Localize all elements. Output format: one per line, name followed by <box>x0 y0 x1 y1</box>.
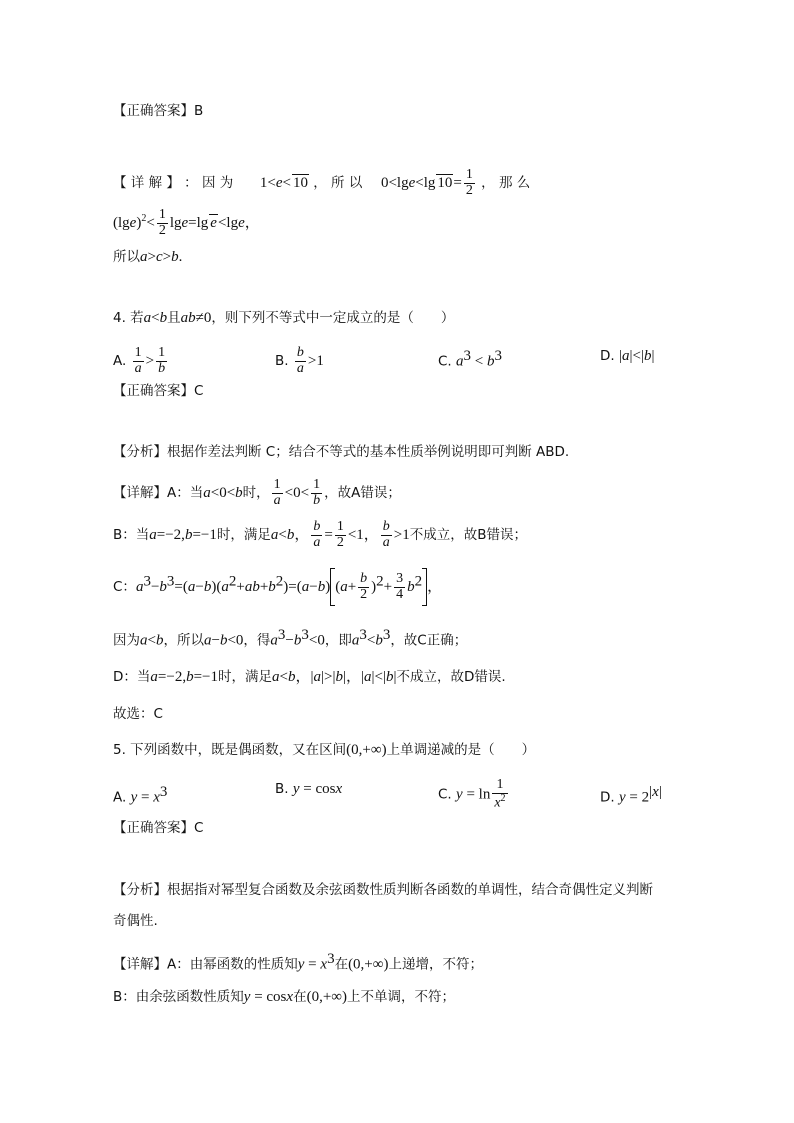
q5-option-d: D. $y = 2^{|x|}$ <box>600 784 662 806</box>
q3-ineq-2: 0<lge<lg 10= <box>380 175 462 192</box>
q3-half: $\frac{1}{2}$ <box>465 167 473 198</box>
q3-conclusion: 所以a>c>b. <box>113 249 183 265</box>
q4-detail-c2: 因为a<b，所以a−b<0，得$a^3-b^3<0$，即$a^3<b^3$，故C正确； <box>113 627 468 649</box>
q3-ineq-1: 1<e< 10 <box>259 175 308 192</box>
q3-so: ， 所 以 <box>313 175 363 192</box>
q5-option-b: B. y = cosx <box>275 781 343 797</box>
q5-detail-a: 【详解】A：由幂函数的性质知$y = x^3$在(0,+∞)上递增，不符； <box>113 951 483 973</box>
q4-stem: 4. 若a<b且ab≠0，则下列不等式中一定成立的是（ ） <box>113 310 455 326</box>
q4-detail-d: D：当a=−2,b=−1时，满足a<b，|a|>|b|，|a|<|b|不成立，故D错误. <box>113 669 506 685</box>
q3-detail-label: 【 详 解 】 ： 因 为 <box>113 175 234 192</box>
q5-detail-b: B：由余弦函数性质知y = cosx在(0,+∞)上不单调，不符； <box>113 989 455 1005</box>
q3-then: ， 那 么 <box>481 175 531 192</box>
q4-option-d: D. |a|<|b| <box>600 348 655 364</box>
q5-analysis-line1: 【分析】根据指对幂型复合函数及余弦函数性质判断各函数的单调性，结合奇偶性定义判断 <box>113 882 653 898</box>
q4-answer: 【正确答案】C <box>113 383 204 399</box>
q5-stem: 5. 下列函数中，既是偶函数，又在区间(0,+∞)上单调递减的是（ ） <box>113 742 536 758</box>
q4-detail-c: C：$a^3-b^3=(a-b)(a^2+ab+b^2)=(a-b)$ (a+ $\frac{b}{2}$ )$^2$+ $\frac{3}{4}$ $b^2$ ， <box>113 568 442 606</box>
q3-detail-line2: $(\lg e)^2<$ $\frac{1}{2}$ lge=lg e<lge， <box>113 207 260 238</box>
q3-answer: 【正确答案】B <box>113 103 204 119</box>
q4-detail-b: B：当a=−2,b=−1时，满足a<b， $\frac{b}{a}$ = $\frac{1}{2}$ <1， $\frac{b}{a}$ >1不成立，故B错误； <box>113 519 528 550</box>
q4-option-b: B. $\frac{b}{a}$ >1 <box>275 345 324 376</box>
q5-option-c: C. y = ln $\frac{1}{x^2}$ <box>438 777 506 811</box>
q5-answer: 【正确答案】C <box>113 820 204 836</box>
q4-option-c: C. $a^3 < b^3$ <box>438 348 502 370</box>
q4-option-a: A. $\frac{1}{a}$ > $\frac{1}{b}$ <box>113 345 166 376</box>
q4-detail-a: 【详解】A：当a<0<b时， $\frac{1}{a}$ <0< $\frac{1}{b}$ ，故A错误； <box>113 477 401 508</box>
q5-option-a: A. $y = x^3$ <box>113 784 168 806</box>
q4-analysis: 【分析】根据作差法判断 C；结合不等式的基本性质举例说明即可判断 ABD. <box>113 444 570 460</box>
q4-choose: 故选：C <box>113 706 163 722</box>
q5-analysis-line2: 奇偶性. <box>113 913 158 929</box>
q3-ineq-3: $(\lg e)^2<$ <box>113 213 155 232</box>
q3-detail-line1 <box>113 168 530 198</box>
